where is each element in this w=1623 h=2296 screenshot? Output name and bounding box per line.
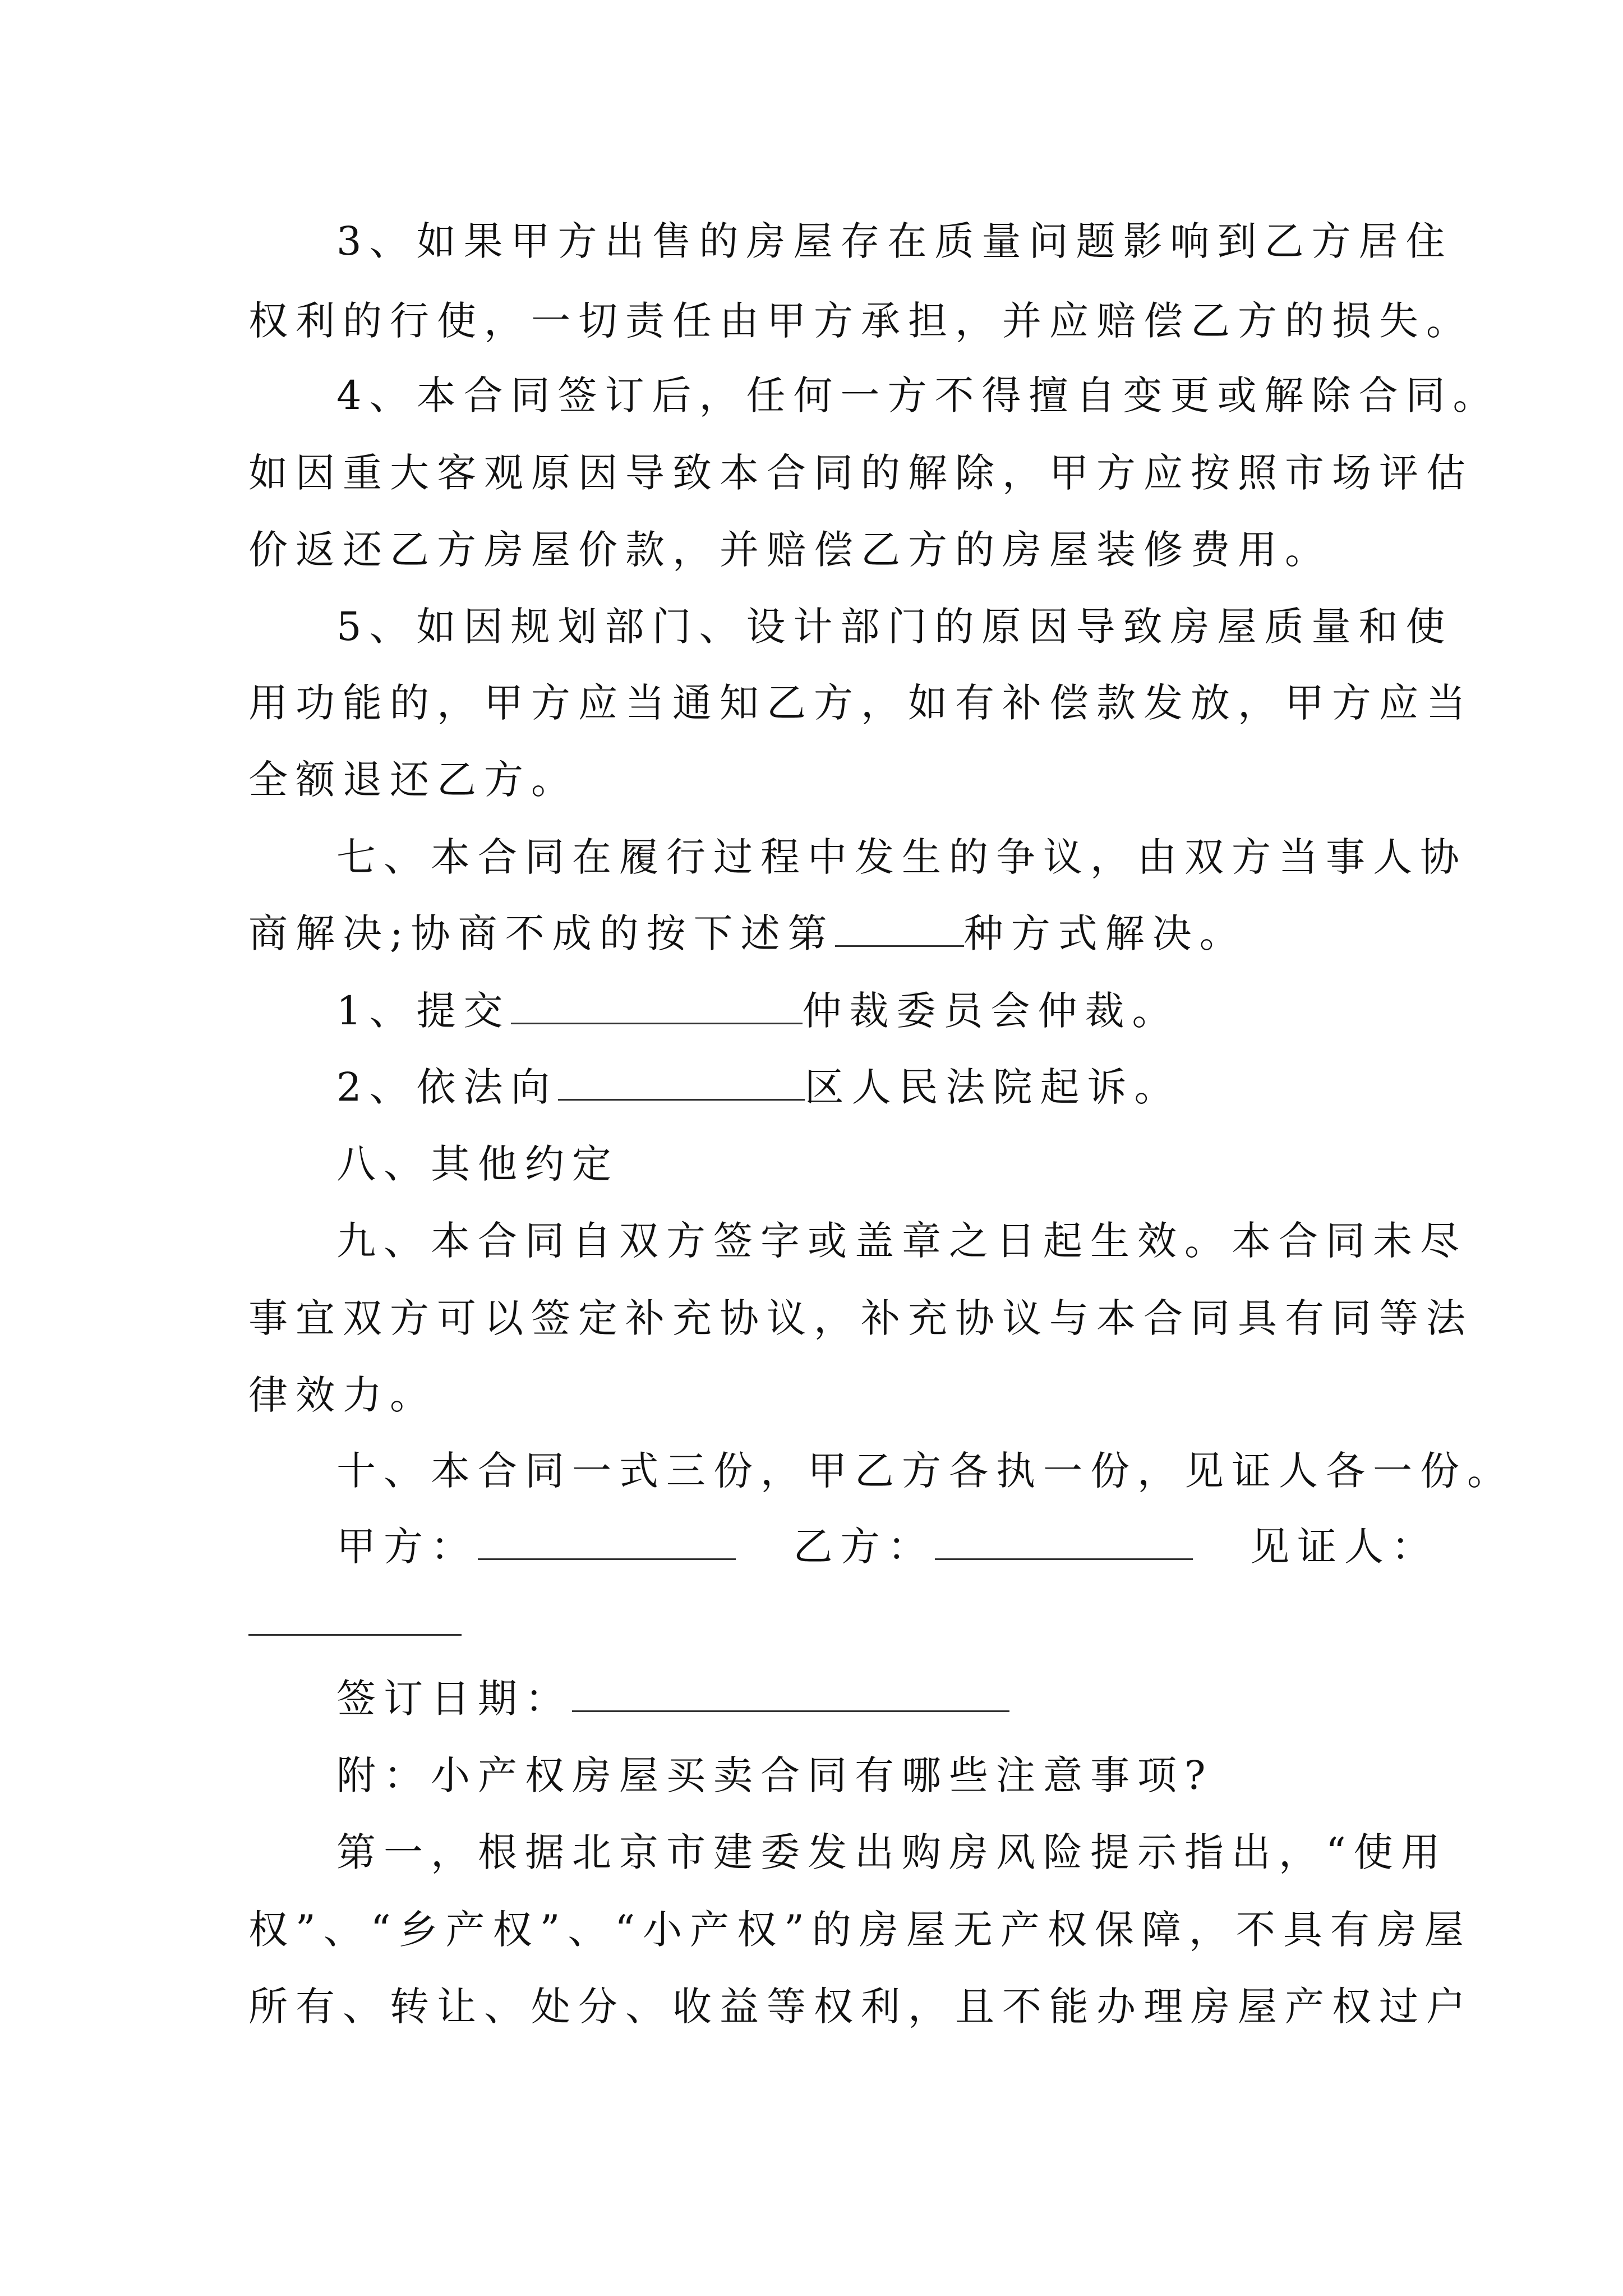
paragraph-line: 七、本合同在履行过程中发生的争议，由双方当事人协 xyxy=(336,834,1467,880)
party-a-label: 甲方： xyxy=(336,1524,478,1570)
paragraph-line: 八、其他约定 xyxy=(336,1141,619,1187)
option2-text-before: 2、依法向 xyxy=(336,1064,558,1110)
paragraph-line: 律效力。 xyxy=(248,1372,437,1418)
paragraph-line: 如因重大客观原因导致本合同的解除，甲方应按照市场评估 xyxy=(248,450,1473,496)
court-blank xyxy=(558,1064,805,1101)
dispute-text-after: 种方式解决。 xyxy=(963,910,1247,956)
paragraph-line: 权利的行使，一切责任由甲方承担，并应赔偿乙方的损失。 xyxy=(248,298,1473,344)
paragraph-line: 5、如因规划部门、设计部门的原因导致房屋质量和使 xyxy=(336,604,1453,650)
option1-text-before: 1、提交 xyxy=(336,988,511,1034)
paragraph-line: 附：小产权房屋买卖合同有哪些注意事项? xyxy=(336,1752,1214,1798)
option-line xyxy=(336,1059,1486,1115)
paragraph-line: 4、本合同签订后，任何一方不得擅自变更或解除合同。 xyxy=(336,372,1500,418)
date-line xyxy=(336,1671,1486,1727)
paragraph-line: 第一，根据北京市建委发出购房风险提示指出，“使用 xyxy=(336,1829,1448,1875)
option2-text-after: 区人民法院起诉。 xyxy=(804,1064,1182,1110)
witness-label: 见证人： xyxy=(1250,1524,1439,1570)
dispute-text-before: 商解决;协商不成的按下述第 xyxy=(248,910,835,956)
sign-date-label: 签订日期： xyxy=(336,1676,572,1722)
paragraph-line: 九、本合同自双方签字或盖章之日起生效。本合同未尽 xyxy=(336,1218,1467,1264)
sign-date-blank xyxy=(572,1676,1009,1712)
paragraph-line: 权”、“乡产权”、“小产权”的房屋无产权保障，不具有房屋 xyxy=(248,1907,1472,1953)
paragraph-line: 全额退还乙方。 xyxy=(248,757,578,803)
arbitration-blank xyxy=(511,988,803,1024)
party-b-label: 乙方： xyxy=(793,1524,935,1570)
paragraph-line: 所有、转让、处分、收益等权利，且不能办理房屋产权过户 xyxy=(248,1984,1473,2030)
party-b-blank xyxy=(935,1524,1193,1560)
paragraph-line: 3、如果甲方出售的房屋存在质量问题影响到乙方居住 xyxy=(336,218,1453,264)
option1-text-after: 仲裁委员会仲裁。 xyxy=(802,988,1179,1034)
paragraph-line: 用功能的，甲方应当通知乙方，如有补偿款发放，甲方应当 xyxy=(248,680,1473,726)
party-a-blank xyxy=(478,1524,736,1560)
witness-blank xyxy=(248,1634,462,1636)
method-blank xyxy=(835,910,964,947)
paragraph-line: 价返还乙方房屋价款，并赔偿乙方的房屋装修费用。 xyxy=(248,527,1332,573)
signature-line xyxy=(336,1519,1486,1575)
dispute-line xyxy=(248,905,1398,961)
option-line xyxy=(336,983,1486,1039)
paragraph-line: 事宜双方可以签定补充协议，补充协议与本合同具有同等法 xyxy=(248,1295,1473,1341)
paragraph-line: 十、本合同一式三份，甲乙方各执一份，见证人各一份。 xyxy=(336,1448,1514,1494)
